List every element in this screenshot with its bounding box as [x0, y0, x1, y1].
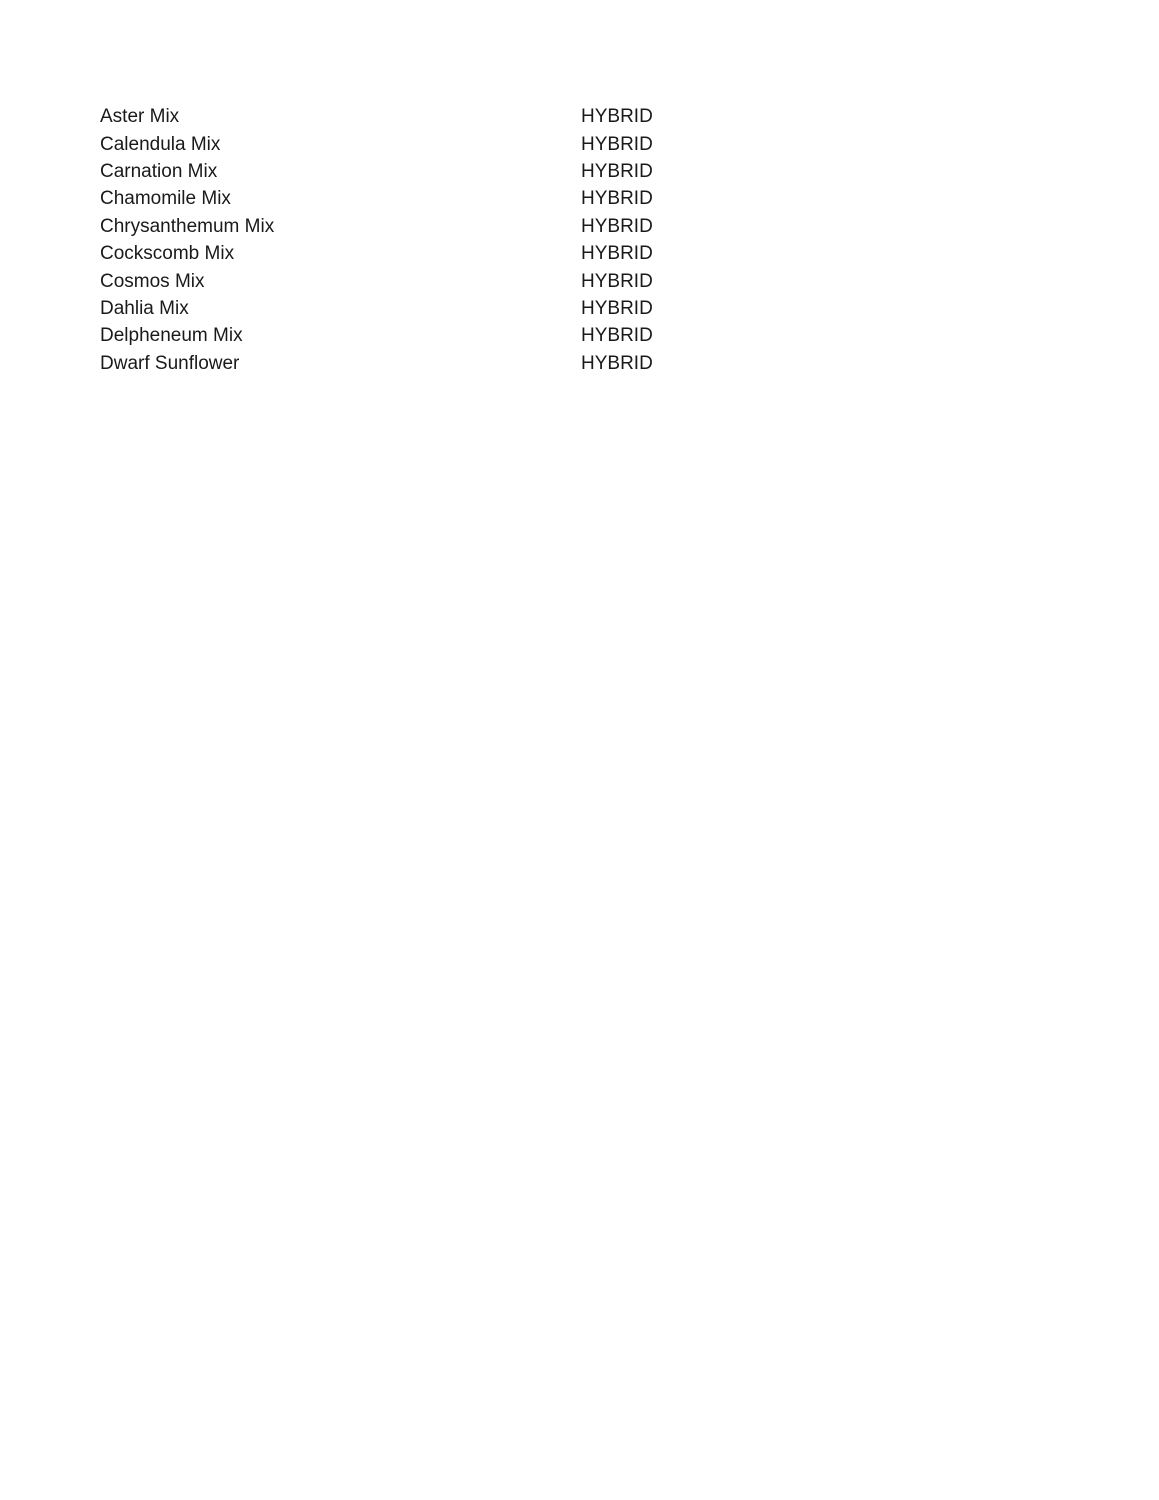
item-name: Aster Mix — [100, 106, 180, 128]
item-type: HYBRID — [581, 352, 653, 374]
list-item — [100, 158, 660, 185]
item-name: Delpheneum Mix — [100, 325, 243, 347]
item-name: Dahlia Mix — [100, 297, 189, 319]
list-item — [100, 350, 660, 377]
item-name: Cockscomb Mix — [100, 243, 235, 265]
item-type: HYBRID — [581, 160, 653, 182]
item-name: Cosmos Mix — [100, 270, 205, 292]
list-item — [100, 213, 660, 240]
item-type: HYBRID — [581, 188, 653, 210]
list-item — [100, 130, 660, 157]
list-item — [100, 267, 660, 294]
list-item — [100, 185, 660, 212]
list-item — [100, 322, 660, 349]
item-name: Carnation Mix — [100, 160, 218, 182]
item-name: Calendula Mix — [100, 133, 221, 155]
item-name: Chrysanthemum Mix — [100, 215, 275, 237]
list-item — [100, 240, 660, 267]
item-type: HYBRID — [581, 133, 653, 155]
item-type: HYBRID — [581, 106, 653, 128]
list-item — [100, 103, 660, 130]
item-type: HYBRID — [581, 243, 653, 265]
list-item — [100, 295, 660, 322]
seed-list — [100, 103, 660, 377]
item-type: HYBRID — [581, 270, 653, 292]
item-name: Chamomile Mix — [100, 188, 231, 210]
item-type: HYBRID — [581, 325, 653, 347]
item-type: HYBRID — [581, 297, 653, 319]
item-name: Dwarf Sunflower — [100, 352, 240, 374]
item-type: HYBRID — [581, 215, 653, 237]
